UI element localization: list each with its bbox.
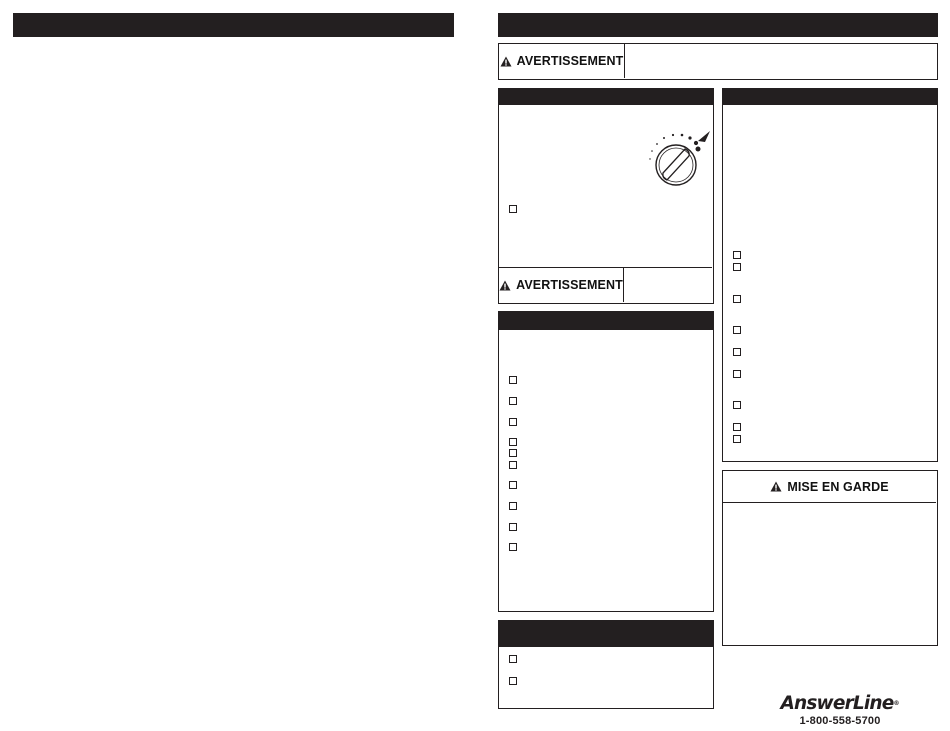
brand-mark: ® [893, 700, 900, 707]
checkbox-icon [509, 502, 517, 510]
short-checklist-section [498, 620, 714, 709]
checkbox-icon [509, 481, 517, 489]
section-header-bar [499, 89, 713, 105]
thermostat-dial-section [498, 88, 714, 304]
warning-text: AVERTISSEMENT [516, 54, 624, 68]
thermostat-dial-icon [634, 127, 714, 197]
checkbox-icon [733, 295, 741, 303]
checkbox-icon [509, 461, 517, 469]
left-page-header-bar [13, 13, 454, 37]
right-page-header-bar [498, 13, 938, 37]
warning-triangle-icon [499, 280, 511, 291]
checkbox-icon [509, 376, 517, 384]
section-header-bar [499, 621, 713, 647]
section-header-bar [499, 312, 713, 330]
section-header-bar [723, 89, 937, 105]
checkbox-icon [509, 523, 517, 531]
answerline-phone: 1-800-558-5700 [799, 715, 881, 727]
checkbox-icon [509, 205, 517, 213]
dial-warning-label [499, 268, 624, 302]
checkbox-icon [509, 543, 517, 551]
checkbox-icon [733, 326, 741, 334]
caution-header [723, 471, 936, 503]
checkbox-icon [733, 401, 741, 409]
warning-triangle-icon [500, 56, 512, 67]
warning-triangle-icon [770, 481, 782, 492]
checkbox-icon [733, 251, 741, 259]
checkbox-icon [509, 438, 517, 446]
checkbox-icon [733, 348, 741, 356]
checkbox-icon [509, 449, 517, 457]
warning-banner [498, 43, 938, 80]
warning-label [499, 44, 625, 78]
checkbox-icon [733, 370, 741, 378]
checkbox-icon [733, 435, 741, 443]
checkbox-icon [509, 418, 517, 426]
caution-section [722, 470, 938, 646]
checkbox-icon [733, 423, 741, 431]
checkbox-icon [509, 677, 517, 685]
dial-warning-text: AVERTISSEMENT [516, 278, 623, 292]
troubleshooting-section [722, 88, 938, 462]
checkbox-icon [509, 397, 517, 405]
brand-name: AnswerLine [780, 693, 894, 714]
answerline-logo [770, 693, 910, 715]
checkbox-icon [509, 655, 517, 663]
checkbox-icon [733, 263, 741, 271]
dial-warning-strip [499, 267, 712, 302]
checklist-section [498, 311, 714, 612]
caution-text: MISE EN GARDE [787, 479, 889, 494]
